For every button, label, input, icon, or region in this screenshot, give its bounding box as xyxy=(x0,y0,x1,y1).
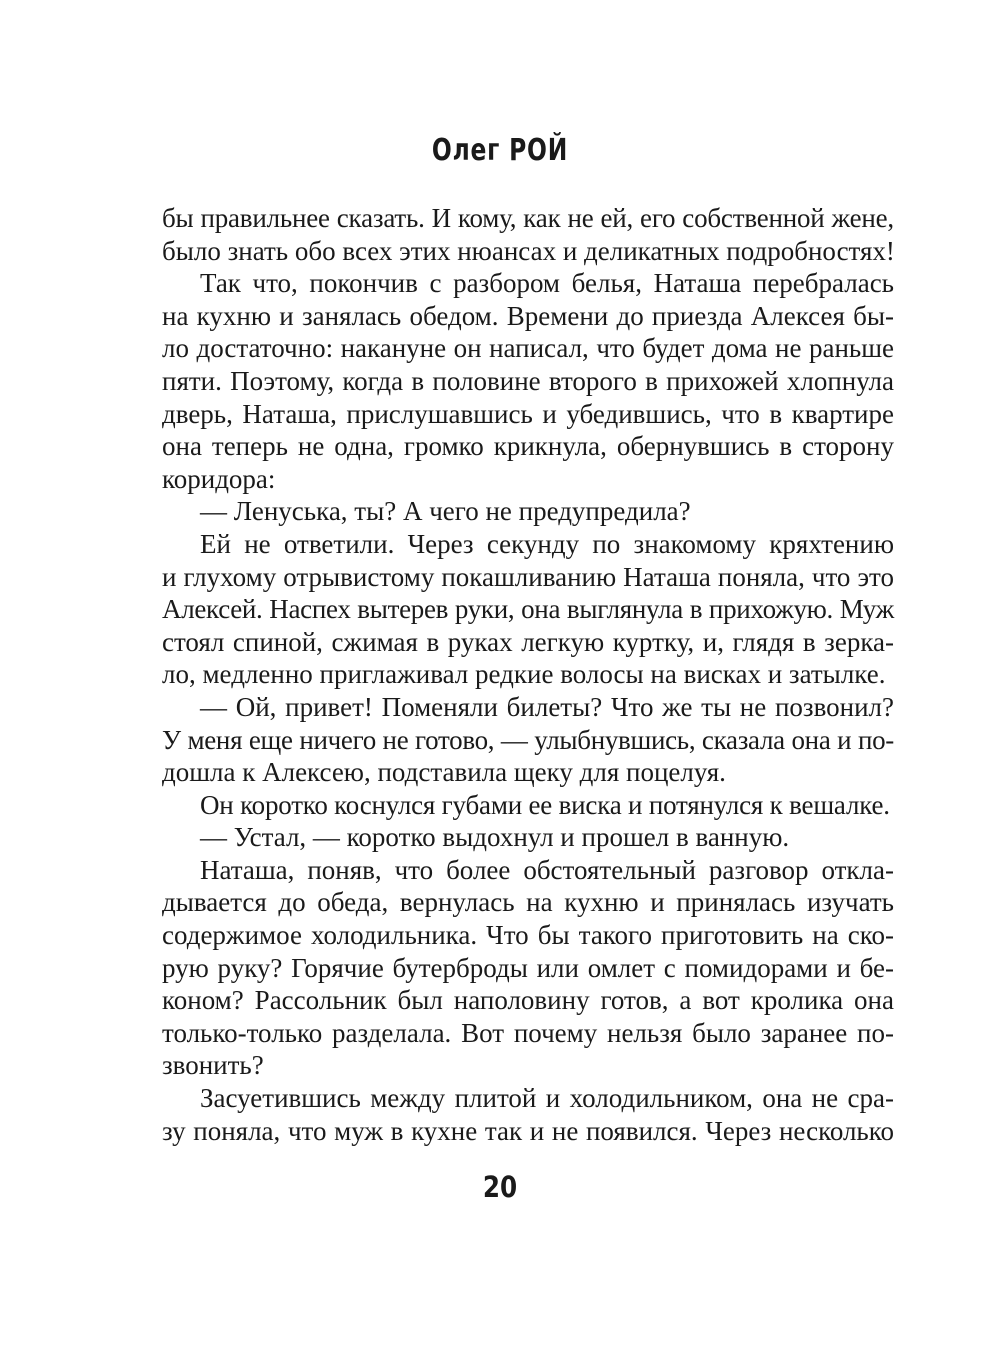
text-line: — Ленуська, ты? А чего не предупредила? xyxy=(200,496,691,527)
running-header-author: Олег РОЙ xyxy=(431,133,569,168)
text-line: ло, медленно приглаживал редкие волосы на висках и затылке. xyxy=(162,659,886,690)
text-line: Ей не ответили. Через секунду по знакомому кряхтению xyxy=(200,528,894,559)
text-line: пяти. Поэтому, когда в половине второго в прихожей хлопнула xyxy=(162,365,894,396)
text-line: Так что, покончив с разбором белья, Наташа перебралась xyxy=(200,268,894,299)
page-number: 20 xyxy=(482,1170,518,1204)
text-line: звонить? xyxy=(162,1050,264,1081)
body-text xyxy=(162,202,894,1147)
text-line: содержимое холодильника. Что бы такого приготовить на ско- xyxy=(162,920,894,951)
text-line: — Ой, привет! Поменяли билеты? Что же ты не позвонил? xyxy=(200,691,894,722)
text-line: и глухому отрывистому покашливанию Наташа поняла, что это xyxy=(162,561,894,592)
text-line: Наташа, поняв, что более обстоятельный разговор откла- xyxy=(200,854,894,885)
text-line: коном? Рассольник был наполовину готов, а вот кролика она xyxy=(162,985,894,1016)
text-line: — Устал, — коротко выдохнул и прошел в ванную. xyxy=(200,822,790,853)
text-line: дверь, Наташа, прислушавшись и убедившись, что в квартире xyxy=(162,398,894,429)
text-line: Засуетившись между плитой и холодильником, она не сра- xyxy=(200,1083,894,1114)
text-line: коридора: xyxy=(162,463,276,494)
text-line: дывается до обеда, вернулась на кухню и принялась изучать xyxy=(162,887,894,918)
text-line: бы правильнее сказать. И кому, как не ей, его собственной жене, xyxy=(162,203,894,233)
text-line: зу поняла, что муж в кухне так и не появился. Через несколько xyxy=(162,1115,894,1146)
text-line: У меня еще ничего не готово, — улыбнувшись, сказала она и по- xyxy=(162,724,894,755)
text-line: Он коротко коснулся губами ее виска и потянулся к вешалке. xyxy=(200,789,890,820)
text-line: стоял спиной, сжимая в руках легкую куртку, и, глядя в зерка- xyxy=(162,626,894,657)
text-line: Алексей. Наспех вытерев руки, она выглянула в прихожую. Муж xyxy=(162,594,894,625)
text-line: на кухню и занялась обедом. Времени до приезда Алексея бы- xyxy=(162,300,894,331)
text-line: ло достаточно: накануне он написал, что будет дома не раньше xyxy=(162,333,894,364)
text-line: только-только разделала. Вот почему нельзя было заранее по- xyxy=(162,1017,894,1048)
text-line: дошла к Алексею, подставила щеку для поцелуя. xyxy=(162,757,726,788)
text-line: рую руку? Горячие бутерброды или омлет с помидорами и бе- xyxy=(162,952,894,983)
text-line: было знать обо всех этих нюансах и деликатных подробностях! xyxy=(162,235,895,266)
text-line: она теперь не одна, громко крикнула, обернувшись в сторону xyxy=(162,431,894,462)
